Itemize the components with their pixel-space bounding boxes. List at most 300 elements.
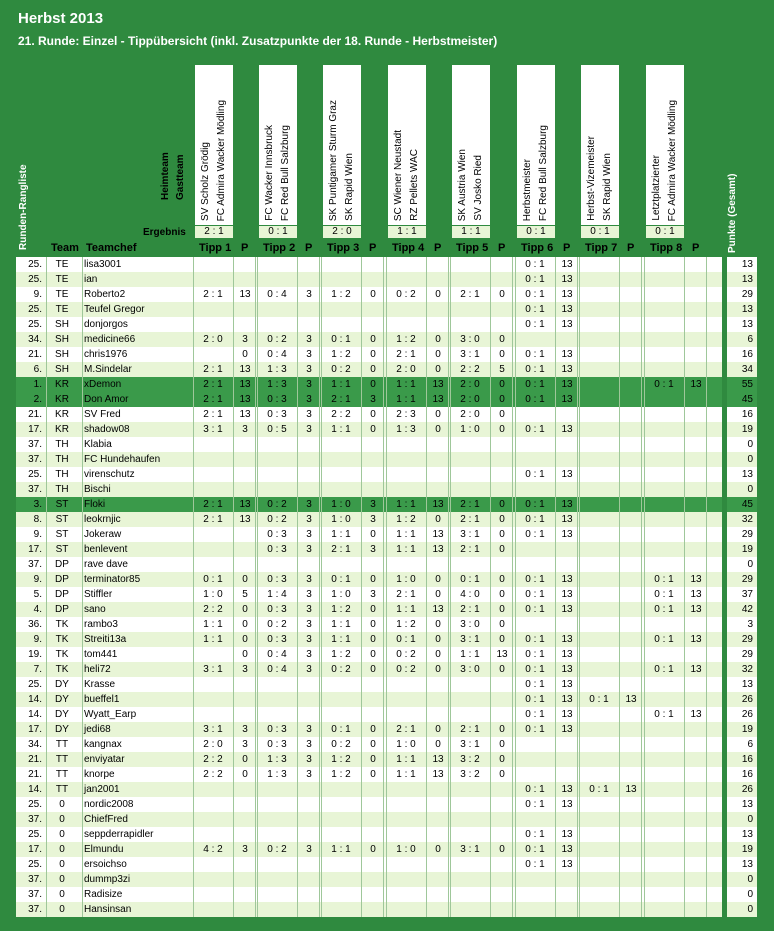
row-tip-points: 3 — [306, 574, 312, 585]
row-tip: 2 : 1 — [460, 499, 480, 510]
row-tip-points — [686, 842, 706, 857]
row-tip-points — [686, 827, 706, 842]
row-tip-points: 3 — [306, 424, 312, 435]
row-tip-points — [492, 857, 512, 872]
row-tip — [581, 827, 617, 842]
row-tip-points — [621, 392, 641, 407]
row-tip-points: 0 — [370, 574, 376, 585]
row-tip-points — [686, 452, 706, 467]
row-total: 32 — [741, 514, 753, 525]
row-teamchef: rambo3 — [84, 619, 118, 630]
row-tip — [323, 887, 359, 902]
row-tip — [646, 872, 682, 887]
row-tip: 0 : 1 — [654, 604, 674, 615]
row-tip-points: 3 — [306, 289, 312, 300]
row-tip-points — [621, 272, 641, 287]
row-tip: 3 : 0 — [460, 619, 480, 630]
row-rank: 9. — [33, 289, 42, 300]
row-tip: 0 : 2 — [331, 364, 351, 375]
row-total: 0 — [747, 454, 753, 465]
row-tip — [646, 257, 682, 272]
row-team: TE — [55, 259, 69, 270]
row-tip-points: 13 — [561, 649, 573, 660]
row-tip — [581, 632, 617, 647]
row-tip: 2 : 1 — [396, 589, 416, 600]
row-tip-points: 0 — [370, 409, 376, 420]
row-tip — [646, 302, 682, 317]
row-tip-points — [235, 452, 255, 467]
row-tip-points — [557, 812, 577, 827]
row-tip — [323, 857, 359, 872]
row-teamchef: Elmundu — [84, 844, 124, 855]
row-tip-points — [557, 437, 577, 452]
row-tip — [195, 812, 231, 827]
row-rank: 1. — [33, 379, 42, 390]
row-tip-points — [686, 332, 706, 347]
row-team: DY — [55, 724, 69, 735]
row-tip: 1 : 2 — [396, 619, 416, 630]
row-tip-points — [686, 797, 706, 812]
row-tip — [259, 272, 295, 287]
row-tip-points: 0 — [370, 619, 376, 630]
row-team: 0 — [59, 814, 65, 825]
row-tip — [452, 812, 488, 827]
row-tip: 1 : 1 — [203, 619, 223, 630]
row-tip — [195, 272, 231, 287]
row-tip: 3 : 0 — [460, 334, 480, 345]
row-team: TH — [55, 469, 69, 480]
row-tip-points — [235, 257, 255, 272]
row-tip — [259, 887, 295, 902]
row-tip — [581, 467, 617, 482]
row-tip — [452, 317, 488, 332]
row-tip — [195, 347, 231, 362]
row-total: 42 — [741, 604, 753, 615]
row-rank: 37. — [28, 454, 42, 465]
row-tip-points — [621, 602, 641, 617]
row-tip — [581, 512, 617, 527]
row-tip — [646, 812, 682, 827]
row-tip-points — [299, 482, 319, 497]
row-tip-points — [299, 467, 319, 482]
row-tip-points — [621, 512, 641, 527]
tipp-header: Tipp 2 — [263, 242, 296, 254]
row-tip: 0 : 1 — [525, 319, 545, 330]
row-tip-points: 13 — [561, 679, 573, 690]
row-tip-points: 0 — [499, 589, 505, 600]
row-tip-points: 13 — [561, 349, 573, 360]
row-tip-points: 0 — [435, 409, 441, 420]
row-teamchef: M.Sindelar — [84, 364, 132, 375]
row-tip: 2 : 0 — [460, 394, 480, 405]
row-tip — [581, 542, 617, 557]
row-tip-points: 5 — [242, 589, 248, 600]
row-tip-points: 13 — [561, 529, 573, 540]
home-team-label: Letztplatzierter — [651, 155, 662, 221]
row-teamchef: rave dave — [84, 559, 128, 570]
row-tip — [195, 437, 231, 452]
home-team-label: SV Scholz Grödig — [200, 142, 211, 221]
row-tip-points — [686, 272, 706, 287]
row-tip — [581, 302, 617, 317]
row-team: DP — [55, 589, 69, 600]
row-tip — [646, 467, 682, 482]
row-tip-points: 0 — [242, 604, 248, 615]
row-tip — [581, 662, 617, 677]
row-tip-points — [492, 677, 512, 692]
row-tip-points — [686, 617, 706, 632]
row-tip — [581, 842, 617, 857]
row-rank: 25. — [28, 859, 42, 870]
row-tip: 0 : 3 — [267, 574, 287, 585]
row-total: 19 — [741, 424, 753, 435]
column-divider — [193, 257, 194, 917]
row-tip-points — [299, 257, 319, 272]
row-teamchef: FC Hundehaufen — [84, 454, 161, 465]
row-tip-points: 3 — [242, 424, 248, 435]
row-tip-points: 13 — [690, 709, 702, 720]
row-tip — [581, 332, 617, 347]
row-total: 0 — [747, 904, 753, 915]
row-tip-points: 0 — [370, 769, 376, 780]
row-tip — [452, 887, 488, 902]
row-tip-points — [686, 422, 706, 437]
row-tip — [323, 272, 359, 287]
row-rank: 25. — [28, 319, 42, 330]
row-tip: 0 : 1 — [525, 799, 545, 810]
row-tip-points — [299, 317, 319, 332]
row-total: 16 — [741, 409, 753, 420]
row-tip — [581, 497, 617, 512]
row-rank: 9. — [33, 574, 42, 585]
row-teamchef: ersoichso — [84, 859, 127, 870]
row-tip-points: 13 — [561, 574, 573, 585]
row-tip-points: 0 — [499, 349, 505, 360]
tipp-header: Tipp 6 — [521, 242, 554, 254]
row-tip-points: 0 — [499, 619, 505, 630]
row-tip — [646, 722, 682, 737]
row-tip: 0 : 1 — [525, 259, 545, 270]
row-tip — [646, 857, 682, 872]
row-tip-points — [299, 707, 319, 722]
row-team: TH — [55, 484, 69, 495]
row-tip — [195, 692, 231, 707]
row-tip — [323, 677, 359, 692]
row-teamchef: Bischi — [84, 484, 111, 495]
row-tip — [646, 647, 682, 662]
row-tip: 1 : 0 — [396, 844, 416, 855]
row-tip — [388, 797, 424, 812]
row-total: 6 — [747, 739, 753, 750]
row-team: ST — [55, 514, 69, 525]
match-result: 2 : 0 — [323, 226, 361, 238]
row-tip: 0 : 1 — [525, 499, 545, 510]
row-tip — [388, 857, 424, 872]
row-tip-points: 3 — [370, 499, 376, 510]
home-team-label: Herbst-Vizemeister — [586, 136, 597, 221]
row-teamchef: knorpe — [84, 769, 115, 780]
row-tip-points: 13 — [561, 289, 573, 300]
row-tip: 0 : 5 — [267, 424, 287, 435]
row-rank: 7. — [33, 664, 42, 675]
row-tip — [581, 257, 617, 272]
row-tip: 1 : 1 — [331, 619, 351, 630]
column-divider — [426, 257, 427, 917]
row-tip-points — [235, 272, 255, 287]
row-tip-points — [621, 332, 641, 347]
column-divider — [383, 257, 384, 917]
row-tip — [259, 557, 295, 572]
row-tip — [195, 902, 231, 917]
row-tip-points: 3 — [306, 844, 312, 855]
row-rank: 34. — [28, 739, 42, 750]
row-tip-points — [686, 872, 706, 887]
row-tip-points — [686, 287, 706, 302]
row-tip — [259, 452, 295, 467]
row-tip: 0 : 1 — [525, 664, 545, 675]
row-tip-points: 0 — [370, 604, 376, 615]
row-tip-points — [492, 317, 512, 332]
row-tip — [581, 347, 617, 362]
match-result: 0 : 1 — [581, 226, 619, 238]
row-team: TE — [55, 304, 69, 315]
row-tip: 0 : 1 — [525, 514, 545, 525]
row-tip-points: 13 — [561, 514, 573, 525]
row-tip-points: 0 — [370, 754, 376, 765]
row-tip-points — [492, 887, 512, 902]
row-tip: 4 : 2 — [203, 844, 223, 855]
row-tip — [646, 782, 682, 797]
row-tip-points: 13 — [561, 274, 573, 285]
row-tip-points — [492, 812, 512, 827]
row-tip-points — [363, 887, 383, 902]
row-tip-points: 3 — [306, 619, 312, 630]
row-tip — [195, 647, 231, 662]
row-tip — [581, 722, 617, 737]
row-tip — [452, 857, 488, 872]
row-tip: 0 : 1 — [654, 709, 674, 720]
gastteam-label: Gastteam — [175, 154, 186, 200]
row-tip-points — [492, 902, 512, 917]
row-tip-points: 3 — [242, 664, 248, 675]
row-tip: 0 : 2 — [267, 514, 287, 525]
row-tip-points: 0 — [499, 424, 505, 435]
row-tip-points — [621, 902, 641, 917]
row-tip: 1 : 4 — [267, 589, 287, 600]
row-tip: 3 : 1 — [460, 634, 480, 645]
row-total: 16 — [741, 769, 753, 780]
row-tip-points: 0 — [370, 634, 376, 645]
row-tip — [517, 812, 553, 827]
row-tip-points: 3 — [242, 739, 248, 750]
row-tip-points — [621, 347, 641, 362]
row-teamchef: Teufel Gregor — [84, 304, 145, 315]
row-tip-points: 3 — [306, 514, 312, 525]
row-tip-points: 3 — [242, 844, 248, 855]
row-tip-points: 13 — [625, 694, 637, 705]
points-header: P — [434, 242, 442, 254]
row-tip-points — [492, 782, 512, 797]
row-tip: 1 : 2 — [331, 769, 351, 780]
row-tip-points: 0 — [370, 664, 376, 675]
row-tip — [581, 797, 617, 812]
row-tip — [195, 482, 231, 497]
row-total: 13 — [741, 319, 753, 330]
row-tip-points — [686, 512, 706, 527]
row-team: DY — [55, 709, 69, 720]
row-tip-points — [621, 887, 641, 902]
row-tip-points: 0 — [499, 739, 505, 750]
points-header: P — [241, 242, 249, 254]
row-tip — [259, 302, 295, 317]
row-total: 32 — [741, 664, 753, 675]
row-teamchef: dummp3zi — [84, 874, 131, 885]
match-result: 2 : 1 — [195, 226, 233, 238]
row-tip-points: 13 — [561, 799, 573, 810]
row-tip: 1 : 1 — [396, 754, 416, 765]
row-tip-points: 3 — [306, 544, 312, 555]
row-tip-points — [557, 482, 577, 497]
row-tip-points — [621, 812, 641, 827]
row-tip-points: 0 — [242, 769, 248, 780]
row-rank: 37. — [28, 874, 42, 885]
row-total: 29 — [741, 634, 753, 645]
row-tip-points: 0 — [435, 634, 441, 645]
row-tip-points: 3 — [306, 754, 312, 765]
row-tip — [581, 812, 617, 827]
row-tip: 0 : 1 — [525, 709, 545, 720]
row-rank: 6. — [33, 364, 42, 375]
row-tip-points — [428, 257, 448, 272]
row-tip-points — [686, 302, 706, 317]
row-tip-points — [621, 842, 641, 857]
row-rank: 25. — [28, 469, 42, 480]
column-divider — [577, 257, 578, 917]
row-tip-points: 3 — [306, 349, 312, 360]
row-tip — [323, 302, 359, 317]
row-tip: 2 : 1 — [203, 514, 223, 525]
row-tip: 2 : 2 — [331, 409, 351, 420]
row-tip-points — [557, 752, 577, 767]
row-total: 13 — [741, 679, 753, 690]
row-tip — [323, 317, 359, 332]
row-team: TH — [55, 454, 69, 465]
row-rank: 9. — [33, 634, 42, 645]
row-tip — [323, 782, 359, 797]
row-tip-points — [621, 287, 641, 302]
row-tip — [323, 872, 359, 887]
row-tip: 3 : 0 — [460, 664, 480, 675]
row-tip-points — [621, 527, 641, 542]
row-tip-points: 0 — [499, 634, 505, 645]
row-tip-points — [557, 452, 577, 467]
row-tip-points — [492, 692, 512, 707]
row-tip-points: 13 — [561, 304, 573, 315]
row-tip-points — [235, 707, 255, 722]
row-tip-points — [363, 557, 383, 572]
row-tip: 0 : 1 — [525, 349, 545, 360]
row-tip-points — [492, 557, 512, 572]
row-tip-points — [235, 467, 255, 482]
row-teamchef: enviyatar — [84, 754, 125, 765]
tipp-header: Tipp 4 — [392, 242, 425, 254]
row-tip-points: 13 — [561, 364, 573, 375]
row-tip — [452, 257, 488, 272]
row-teamchef: benlevent — [84, 544, 128, 555]
row-tip-points: 3 — [370, 544, 376, 555]
row-tip — [388, 872, 424, 887]
row-tip — [581, 272, 617, 287]
row-tip-points: 13 — [432, 604, 444, 615]
away-team-label: SK Rapid Wien — [344, 153, 355, 221]
row-tip — [452, 797, 488, 812]
row-tip-points — [363, 782, 383, 797]
row-teamchef: jan2001 — [84, 784, 120, 795]
row-tip-points — [235, 827, 255, 842]
row-tip-points — [621, 302, 641, 317]
row-tip-points — [299, 782, 319, 797]
row-tip — [388, 812, 424, 827]
points-header: P — [563, 242, 571, 254]
row-teamchef: donjorgos — [84, 319, 128, 330]
row-tip: 0 : 1 — [525, 844, 545, 855]
row-tip-points — [621, 377, 641, 392]
row-tip-points — [621, 317, 641, 332]
row-tip: 1 : 3 — [267, 754, 287, 765]
row-tip: 2 : 1 — [203, 379, 223, 390]
row-rank: 25. — [28, 274, 42, 285]
row-tip — [646, 887, 682, 902]
row-tip — [452, 272, 488, 287]
row-tip: 0 : 1 — [654, 379, 674, 390]
row-teamchef: Krasse — [84, 679, 116, 690]
row-tip: 1 : 1 — [396, 544, 416, 555]
row-tip-points — [621, 797, 641, 812]
row-team: KR — [55, 394, 69, 405]
row-tip: 0 : 3 — [267, 394, 287, 405]
row-tip — [646, 437, 682, 452]
row-tip-points — [363, 872, 383, 887]
row-tip — [452, 302, 488, 317]
row-teamchef: kangnax — [84, 739, 122, 750]
row-team: TT — [55, 784, 69, 795]
row-tip-points — [621, 767, 641, 782]
row-tip — [323, 257, 359, 272]
row-tip: 2 : 2 — [203, 754, 223, 765]
row-tip-points: 3 — [306, 604, 312, 615]
row-total: 16 — [741, 754, 753, 765]
row-tip — [581, 437, 617, 452]
row-tip: 0 : 1 — [654, 589, 674, 600]
row-tip-points — [621, 407, 641, 422]
row-tip — [259, 317, 295, 332]
row-tip-points — [621, 467, 641, 482]
row-teamchef: Roberto2 — [84, 289, 126, 300]
heimteam-label: Heimteam — [160, 152, 171, 200]
row-tip-points — [299, 902, 319, 917]
row-tip-points: 0 — [242, 649, 248, 660]
row-tip: 1 : 1 — [396, 604, 416, 615]
row-tip — [646, 617, 682, 632]
row-tip — [195, 797, 231, 812]
row-tip: 0 : 1 — [396, 634, 416, 645]
row-tip-points: 0 — [499, 379, 505, 390]
row-total: 13 — [741, 304, 753, 315]
row-team: SH — [55, 319, 69, 330]
row-tip-points — [428, 857, 448, 872]
row-tip-points: 3 — [306, 649, 312, 660]
row-tip-points — [621, 557, 641, 572]
